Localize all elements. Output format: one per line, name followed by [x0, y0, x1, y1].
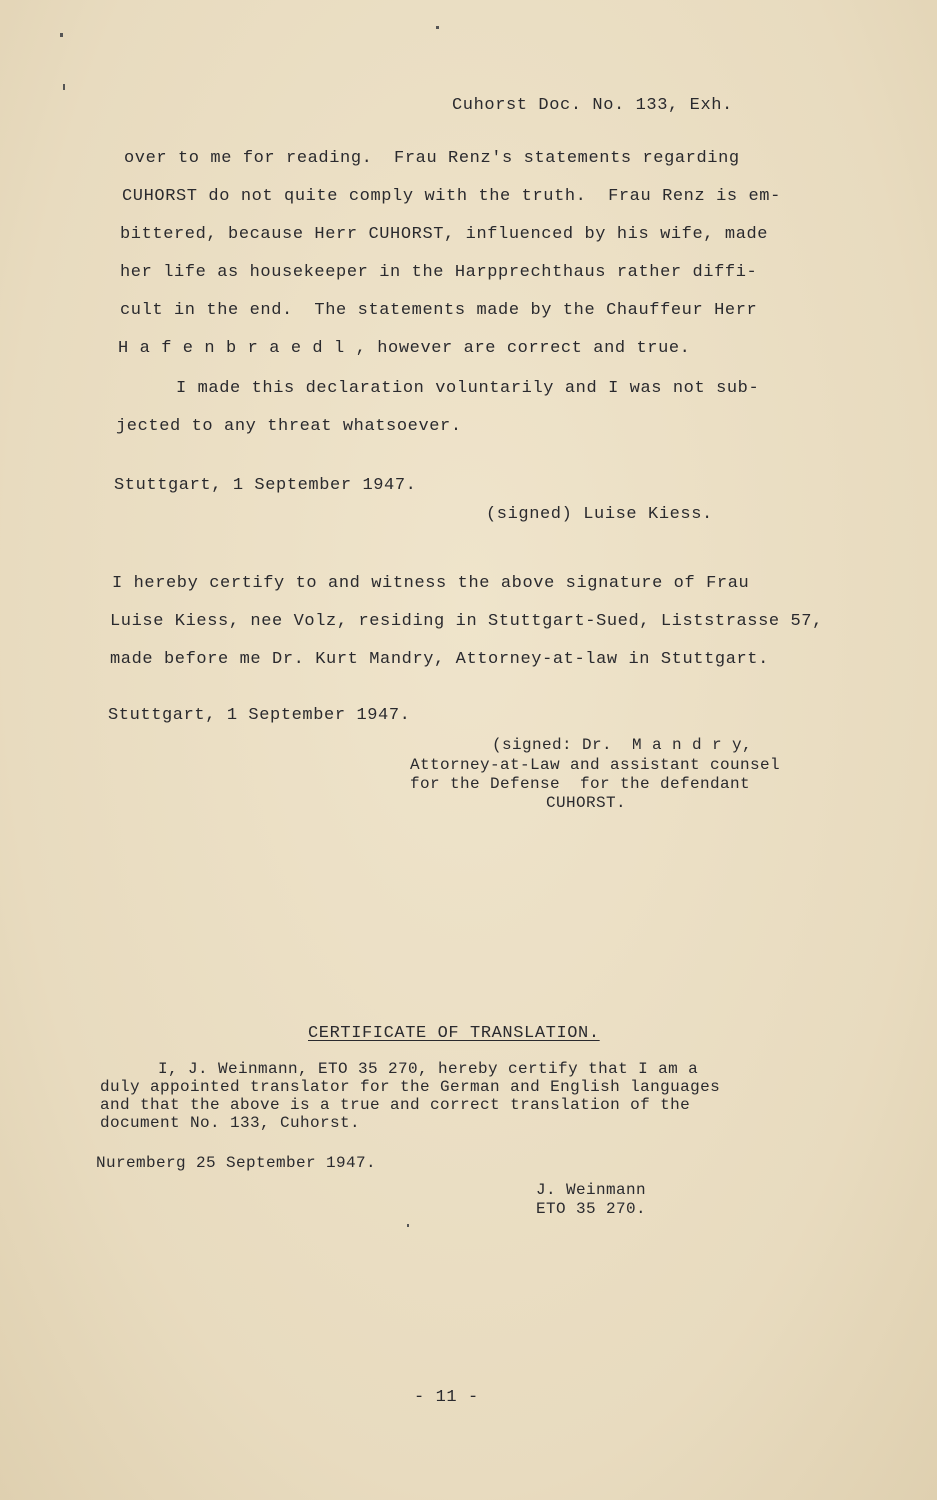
- certificate-line: and that the above is a true and correct translation of the: [100, 1096, 691, 1114]
- body-line: H a f e n b r a e d l , however are correct and true.: [118, 339, 691, 358]
- certify-line: Luise Kiess, nee Volz, residing in Stuttgart-Sued, Liststrasse 57,: [110, 612, 823, 631]
- speck-mark: [60, 33, 63, 37]
- page-number: - 11 -: [414, 1388, 479, 1407]
- speck-mark: [407, 1224, 409, 1227]
- place-date: Nuremberg 25 September 1947.: [96, 1154, 377, 1172]
- speck-mark: [436, 26, 439, 29]
- place-date: Stuttgart, 1 September 1947.: [114, 476, 417, 495]
- speck-mark: [63, 84, 65, 90]
- attorney-signature-line: for the Defense for the defendant: [410, 775, 751, 793]
- certificate-title: CERTIFICATE OF TRANSLATION.: [308, 1024, 600, 1043]
- declaration-line: jected to any threat whatsoever.: [116, 417, 462, 436]
- certify-line: I hereby certify to and witness the above signature of Frau: [112, 574, 750, 593]
- body-line: over to me for reading. Frau Renz's statements regarding: [124, 149, 740, 168]
- certificate-line: duly appointed translator for the German and English languages: [100, 1078, 721, 1096]
- translator-signature-line: J. Weinmann: [536, 1181, 647, 1199]
- certificate-line: I, J. Weinmann, ETO 35 270, hereby certify that I am a: [158, 1060, 699, 1078]
- certificate-line: document No. 133, Cuhorst.: [100, 1114, 361, 1132]
- body-line: cult in the end. The statements made by the Chauffeur Herr: [120, 301, 758, 320]
- place-date: Stuttgart, 1 September 1947.: [108, 706, 411, 725]
- attorney-signature-line: Attorney-at-Law and assistant counsel: [410, 756, 781, 774]
- body-line: her life as housekeeper in the Harpprechthaus rather diffi-: [120, 263, 758, 282]
- signature-line: (signed) Luise Kiess.: [486, 505, 713, 524]
- declaration-line: I made this declaration voluntarily and I was not sub-: [176, 379, 760, 398]
- attorney-signature-line: (signed: Dr. M a n d r y,: [492, 736, 753, 754]
- attorney-signature-line: CUHORST.: [546, 794, 627, 812]
- translator-signature-line: ETO 35 270.: [536, 1200, 647, 1218]
- body-line: bittered, because Herr CUHORST, influenced by his wife, made: [120, 225, 769, 244]
- body-line: CUHORST do not quite comply with the truth. Frau Renz is em-: [122, 187, 781, 206]
- certify-line: made before me Dr. Kurt Mandry, Attorney-at-law in Stuttgart.: [110, 650, 769, 669]
- document-header: Cuhorst Doc. No. 133, Exh.: [452, 96, 733, 115]
